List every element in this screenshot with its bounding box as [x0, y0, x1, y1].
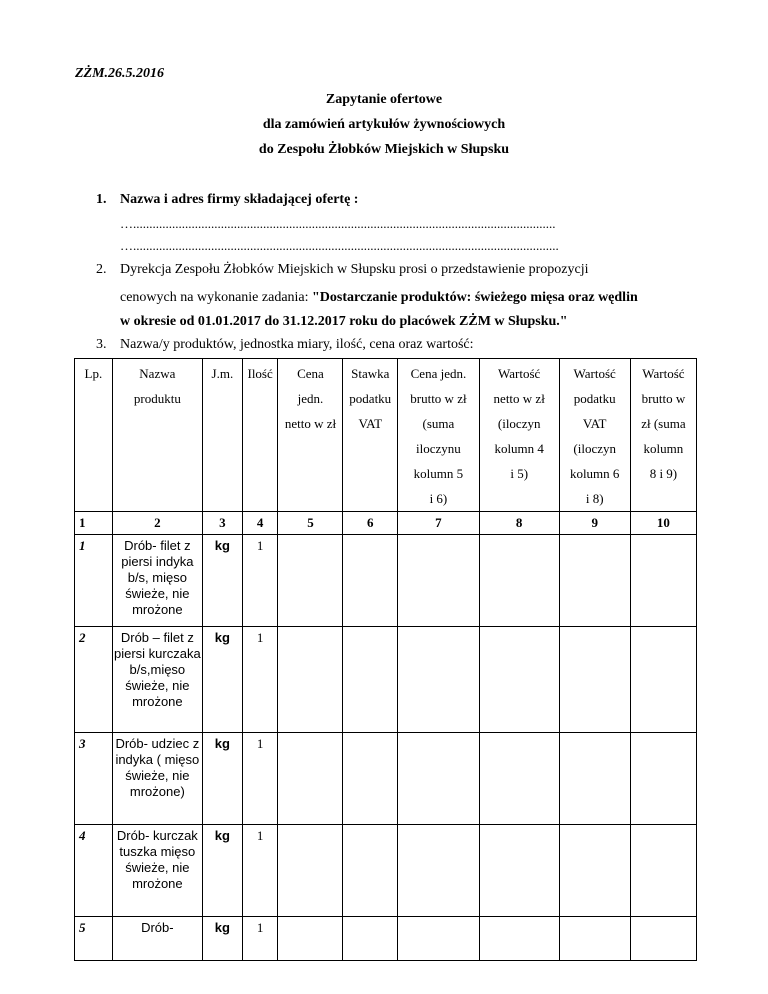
header-vat-value: Wartość podatku VAT (iloczyn kolumn 6 i 8)	[559, 359, 630, 512]
item-2-text-line-1: Dyrekcja Zespołu Żłobków Miejskich w Słupsku prosi o przedstawienie propozycji	[120, 262, 589, 277]
row-empty-cell[interactable]	[559, 917, 630, 961]
row-lp: 5	[75, 917, 113, 961]
row-empty-cell[interactable]	[343, 535, 398, 627]
row-empty-cell[interactable]	[630, 917, 696, 961]
price-table	[74, 358, 697, 961]
row-unit: kg	[202, 917, 242, 961]
col-number: 10	[630, 512, 696, 535]
item-2-text-line-3: w okresie od 01.01.2017 do 31.12.2017 roku do placówek ZŻM w Słupsku."	[120, 314, 568, 329]
row-empty-cell[interactable]	[479, 733, 559, 825]
row-product-name: Drób-	[112, 917, 202, 961]
document-reference: ZŻM.26.5.2016	[75, 66, 165, 81]
column-number-row	[75, 512, 697, 535]
table-row	[75, 917, 697, 961]
table-row	[75, 825, 697, 917]
col-number: 6	[343, 512, 398, 535]
header-unit: J.m.	[202, 359, 242, 512]
row-empty-cell[interactable]	[343, 627, 398, 733]
header-gross-value: Wartość brutto w zł (suma kolumn 8 i 9)	[630, 359, 696, 512]
row-empty-cell[interactable]	[630, 733, 696, 825]
row-empty-cell[interactable]	[278, 917, 343, 961]
row-qty: 1	[242, 825, 278, 917]
item-2-text-line-2-plain: cenowych na wykonanie zadania:	[120, 290, 313, 305]
header-net-price: Cena jedn. netto w zł	[278, 359, 343, 512]
row-lp: 4	[75, 825, 113, 917]
row-product-name: Drób – filet z piersi kurczaka b/s,mięso świeże, nie mrożone	[112, 627, 202, 733]
row-empty-cell[interactable]	[479, 627, 559, 733]
item-1-number: 1.	[96, 192, 107, 207]
row-empty-cell[interactable]	[343, 825, 398, 917]
row-product-name: Drób- kurczak tuszka mięso świeże, nie mrożone	[112, 825, 202, 917]
row-qty: 1	[242, 733, 278, 825]
col-number: 3	[202, 512, 242, 535]
row-empty-cell[interactable]	[278, 733, 343, 825]
row-lp: 3	[75, 733, 113, 825]
col-number: 1	[75, 512, 113, 535]
header-gross-price: Cena jedn. brutto w zł (suma iloczynu kolumn 5 i 6)	[398, 359, 480, 512]
row-empty-cell[interactable]	[630, 825, 696, 917]
row-empty-cell[interactable]	[479, 535, 559, 627]
row-empty-cell[interactable]	[398, 627, 480, 733]
header-vat-rate: Stawka podatku VAT	[343, 359, 398, 512]
row-empty-cell[interactable]	[630, 535, 696, 627]
item-2-task-name: "Dostarczanie produktów: świeżego mięsa oraz wędlin	[312, 290, 638, 305]
table-row	[75, 733, 697, 825]
row-qty: 1	[242, 627, 278, 733]
table-row	[75, 627, 697, 733]
row-unit: kg	[202, 535, 242, 627]
title-line-2: dla zamówień artykułów żywnościowych	[262, 117, 506, 132]
row-unit: kg	[202, 627, 242, 733]
col-number: 9	[559, 512, 630, 535]
table-header-row	[75, 359, 697, 512]
item-1-dots-line-1: …..................................................................................................................................	[120, 216, 556, 231]
row-empty-cell[interactable]	[479, 917, 559, 961]
row-empty-cell[interactable]	[343, 733, 398, 825]
row-empty-cell[interactable]	[559, 627, 630, 733]
row-empty-cell[interactable]	[398, 825, 480, 917]
header-lp: Lp.	[75, 359, 113, 512]
row-empty-cell[interactable]	[630, 627, 696, 733]
row-unit: kg	[202, 825, 242, 917]
col-number: 4	[242, 512, 278, 535]
title-line-3: do Zespołu Żłobków Miejskich w Słupsku	[258, 142, 510, 157]
col-number: 2	[112, 512, 202, 535]
header-name: Nazwa produktu	[112, 359, 202, 512]
row-empty-cell[interactable]	[278, 627, 343, 733]
item-2-text-line-2	[120, 285, 638, 310]
row-qty: 1	[242, 917, 278, 961]
item-3-text: Nazwa/y produktów, jednostka miary, ilość, cena oraz wartość:	[120, 337, 474, 352]
row-empty-cell[interactable]	[343, 917, 398, 961]
row-lp: 1	[75, 535, 113, 627]
row-empty-cell[interactable]	[559, 535, 630, 627]
col-number: 8	[479, 512, 559, 535]
header-net-value: Wartość netto w zł (iloczyn kolumn 4 i 5)	[479, 359, 559, 512]
row-empty-cell[interactable]	[398, 733, 480, 825]
item-1-dots-line-2: …...................................................................................................................................	[120, 238, 559, 253]
row-empty-cell[interactable]	[559, 825, 630, 917]
item-3-number: 3.	[96, 337, 107, 352]
title-line-1: Zapytanie ofertowe	[325, 92, 443, 107]
row-qty: 1	[242, 535, 278, 627]
row-empty-cell[interactable]	[398, 535, 480, 627]
row-product-name: Drób- udziec z indyka ( mięso świeże, nie mrożone)	[112, 733, 202, 825]
row-product-name: Drób- filet z piersi indyka b/s, mięso świeże, nie mrożone	[112, 535, 202, 627]
col-number: 5	[278, 512, 343, 535]
row-empty-cell[interactable]	[398, 917, 480, 961]
row-empty-cell[interactable]	[278, 825, 343, 917]
table-row	[75, 535, 697, 627]
header-qty: Ilość	[242, 359, 278, 512]
col-number: 7	[398, 512, 480, 535]
item-2-number: 2.	[96, 262, 107, 277]
item-1-label: Nazwa i adres firmy składającej ofertę :	[120, 192, 359, 207]
row-empty-cell[interactable]	[559, 733, 630, 825]
row-unit: kg	[202, 733, 242, 825]
row-empty-cell[interactable]	[479, 825, 559, 917]
row-empty-cell[interactable]	[278, 535, 343, 627]
row-lp: 2	[75, 627, 113, 733]
